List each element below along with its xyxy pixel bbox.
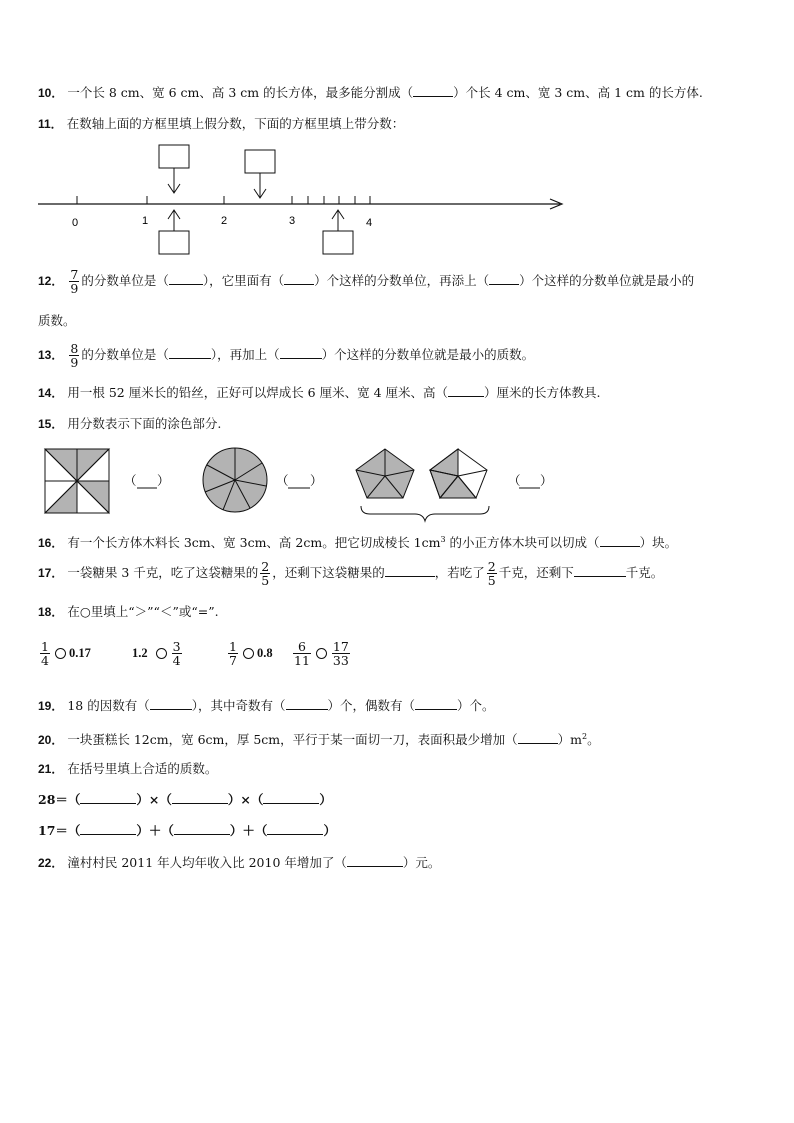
question-17: 17． 一袋糖果 3 千克，吃了这袋糖果的 $\frac{2}{5}$ ，还剩下这袋糖果的 ，若吃了 $\frac{2}{5}$ 千克，还剩下 千克。: [38, 559, 664, 588]
svg-text:（: （: [124, 473, 137, 488]
answer-blank[interactable]: [267, 822, 323, 835]
answer-blank[interactable]: [80, 791, 136, 804]
svg-text:）: ）: [540, 473, 553, 488]
question-15: 15． 用分数表示下面的涂色部分.: [38, 416, 222, 431]
prime-product-line: 28＝（ ）×（ ）×（ ）: [38, 792, 332, 807]
comparison-a: $\frac{1}{4}$ 0.17: [41, 639, 91, 668]
answer-blank[interactable]: [174, 822, 230, 835]
answer-blank[interactable]: [286, 697, 328, 710]
question-12: 12． $\frac{7}{9}$ 的分数单位是（ ），它里面有（ ）个这样的分数单位，再添上（ ）个这样的分数单位就是最小的: [38, 267, 695, 296]
answer-blank[interactable]: [172, 791, 228, 804]
question-19: 19． 18 的因数有（ ），其中奇数有（ ）个，偶数有（ ）个。: [38, 698, 495, 713]
prime-sum-line: 17＝（ ）＋（ ）＋（ ）: [38, 823, 336, 838]
fraction: $\frac{2}{5}$: [261, 559, 270, 588]
question-12-line2: 质数。: [38, 313, 76, 328]
question-number: 12．: [38, 274, 64, 288]
tick-label: 1: [142, 215, 149, 227]
tick-label: 0: [72, 217, 79, 229]
comparison-b: 1.2 $\frac{3}{4}$: [132, 639, 181, 668]
question-21: 21． 在括号里填上合适的质数。: [38, 761, 218, 776]
tick-label: 4: [366, 217, 373, 229]
question-number: 20．: [38, 733, 64, 748]
question-10: 10． 一个长 8 cm、宽 6 cm、高 3 cm 的长方体，最多能分割成（ ）个长 4 cm、宽 3 cm、高 1 cm 的长方体.: [38, 85, 703, 100]
answer-blank[interactable]: [518, 731, 558, 744]
question-number: 19．: [38, 699, 64, 713]
question-number: 16．: [38, 536, 64, 551]
answer-blank[interactable]: [574, 564, 626, 577]
answer-blank[interactable]: [600, 534, 640, 547]
fraction: $\frac{7}{9}$: [70, 267, 79, 296]
compare-circle[interactable]: [243, 648, 254, 659]
fraction: $\frac{8}{9}$: [70, 341, 79, 370]
question-number: 10．: [38, 86, 64, 100]
svg-text:）: ）: [157, 473, 170, 488]
compare-circle[interactable]: [55, 648, 66, 659]
question-number: 15．: [38, 417, 64, 431]
question-number: 22．: [38, 856, 64, 870]
svg-text:（: （: [276, 473, 289, 488]
question-number: 14．: [38, 386, 64, 400]
question-number: 11．: [38, 117, 63, 131]
question-13: 13． $\frac{8}{9}$ 的分数单位是（ ），再加上（ ）个这样的分数单位就是最小的质数。: [38, 341, 535, 370]
question-11: 11． 在数轴上面的方框里填上假分数，下面的方框里填上带分数：: [38, 116, 405, 131]
question-14: 14． 用一根 52 厘米长的铅丝，正好可以焊成长 6 厘米、宽 4 厘米、高（ ）厘米的长方体教具.: [38, 385, 601, 400]
answer-blank[interactable]: [347, 854, 403, 867]
tick-label: 3: [289, 215, 296, 227]
question-number: 18．: [38, 605, 64, 619]
question-20: 20． 一块蛋糕长 12cm，宽 6cm，厚 5cm，平行于某一面切一刀，表面积最少增加（ ）$m^2$。: [38, 732, 600, 748]
fraction: $\frac{2}{5}$: [487, 559, 496, 588]
answer-blank[interactable]: [80, 822, 136, 835]
svg-text:（: （: [508, 473, 521, 488]
compare-circle[interactable]: [316, 648, 327, 659]
question-18: 18． 在○里填上“＞”“＜”或“=”.: [38, 604, 219, 619]
answer-blank[interactable]: [263, 791, 319, 804]
comparison-d: $\frac{6}{11}$ $\frac{17}{33}$: [294, 639, 349, 668]
compare-circle[interactable]: [156, 648, 167, 659]
tick-label: 2: [221, 215, 228, 227]
answer-blank[interactable]: [415, 697, 457, 710]
comparison-c: $\frac{1}{7}$ 0.8: [229, 639, 273, 668]
svg-text:）: ）: [310, 473, 323, 488]
answer-blank[interactable]: [150, 697, 192, 710]
question-number: 17．: [38, 566, 64, 580]
answer-blank[interactable]: [385, 564, 435, 577]
question-number: 21．: [38, 762, 64, 776]
shaded-figures: [0, 0, 794, 520]
question-16: 16． 有一个长方体木料长 3cm、宽 3cm、高 2cm。把它切成棱长 $1cm^3$ 的小正方体木块可以切成（ ）块。: [38, 535, 678, 551]
question-number: 13．: [38, 348, 64, 362]
question-22: 22． 潼村村民 2011 年人均年收入比 2010 年增加了（ ）元。: [38, 855, 441, 870]
